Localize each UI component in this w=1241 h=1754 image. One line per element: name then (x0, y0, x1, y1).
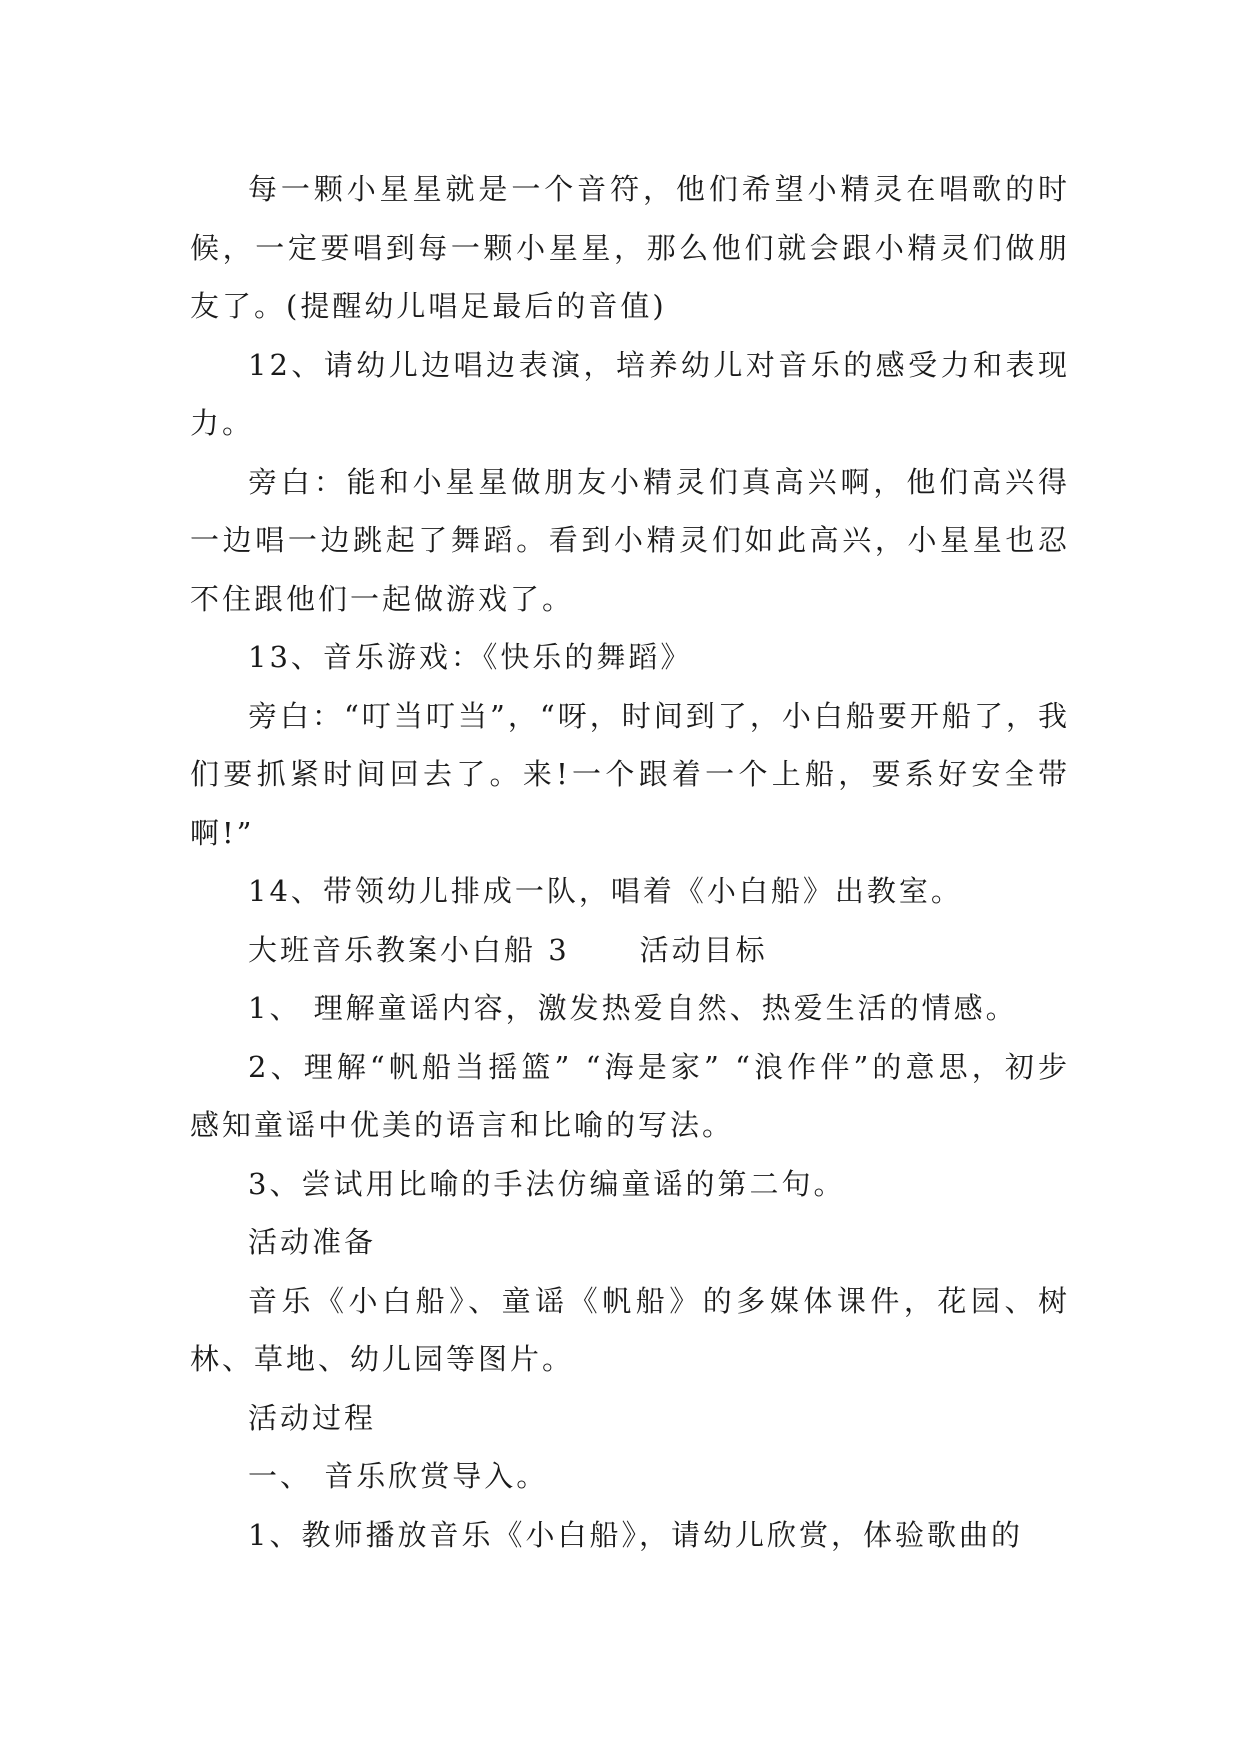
section-title: 大班音乐教案小白船 3 (248, 932, 570, 967)
goal-3: 3、尝试用比喻的手法仿编童谣的第二句。 (248, 1166, 846, 1201)
paragraph-step-12: 12、请幼儿边唱边表演，培养幼儿对音乐的感受力和表现力。 (190, 347, 1070, 440)
goal-2: 2、理解“帆船当摇篮” “海是家” “浪作伴”的意思，初步感知童谣中优美的语言和比喻的写法。 (190, 1049, 1070, 1142)
paragraph-step-14: 14、带领幼儿排成一队，唱着《小白船》出教室。 (248, 874, 963, 908)
prep-heading: 活动准备 (248, 1225, 377, 1259)
section-heading (190, 921, 1070, 980)
paragraph-intro: 每一颗小星星就是一个音符，他们希望小精灵在唱歌的时候，一定要唱到每一颗小星星，那么他们就会跟小精灵们做朋友了。(提醒幼儿唱足最后的音值) (190, 172, 1070, 323)
paragraph-narration-2: 旁白：“叮当叮当”，“呀，时间到了，小白船要开船了，我们要抓紧时间回去了。来!一个跟着一个上船，要系好安全带啊!” (190, 698, 1070, 850)
process-step-1: 一、 音乐欣赏导入。 (248, 1459, 549, 1493)
section-subtitle: 活动目标 (639, 932, 768, 967)
prep-content: 音乐《小白船》、童谣《帆船》的多媒体课件，花园、树林、草地、幼儿园等图片。 (190, 1283, 1070, 1376)
process-step-1-1: 1、教师播放音乐《小白船》，请幼儿欣赏，体验歌曲的 (248, 1517, 1023, 1552)
paragraph-narration-1: 旁白：能和小星星做朋友小精灵们真高兴啊，他们高兴得一边唱一边跳起了舞蹈。看到小精灵们如此高兴，小星星也忍不住跟他们一起做游戏了。 (190, 464, 1070, 616)
process-heading: 活动过程 (248, 1400, 377, 1435)
document-body (190, 160, 1070, 1564)
goal-1: 1、 理解童谣内容，激发热爱自然、热爱生活的情感。 (248, 991, 1018, 1025)
paragraph-step-13: 13、音乐游戏：《快乐的舞蹈》 (248, 640, 693, 674)
